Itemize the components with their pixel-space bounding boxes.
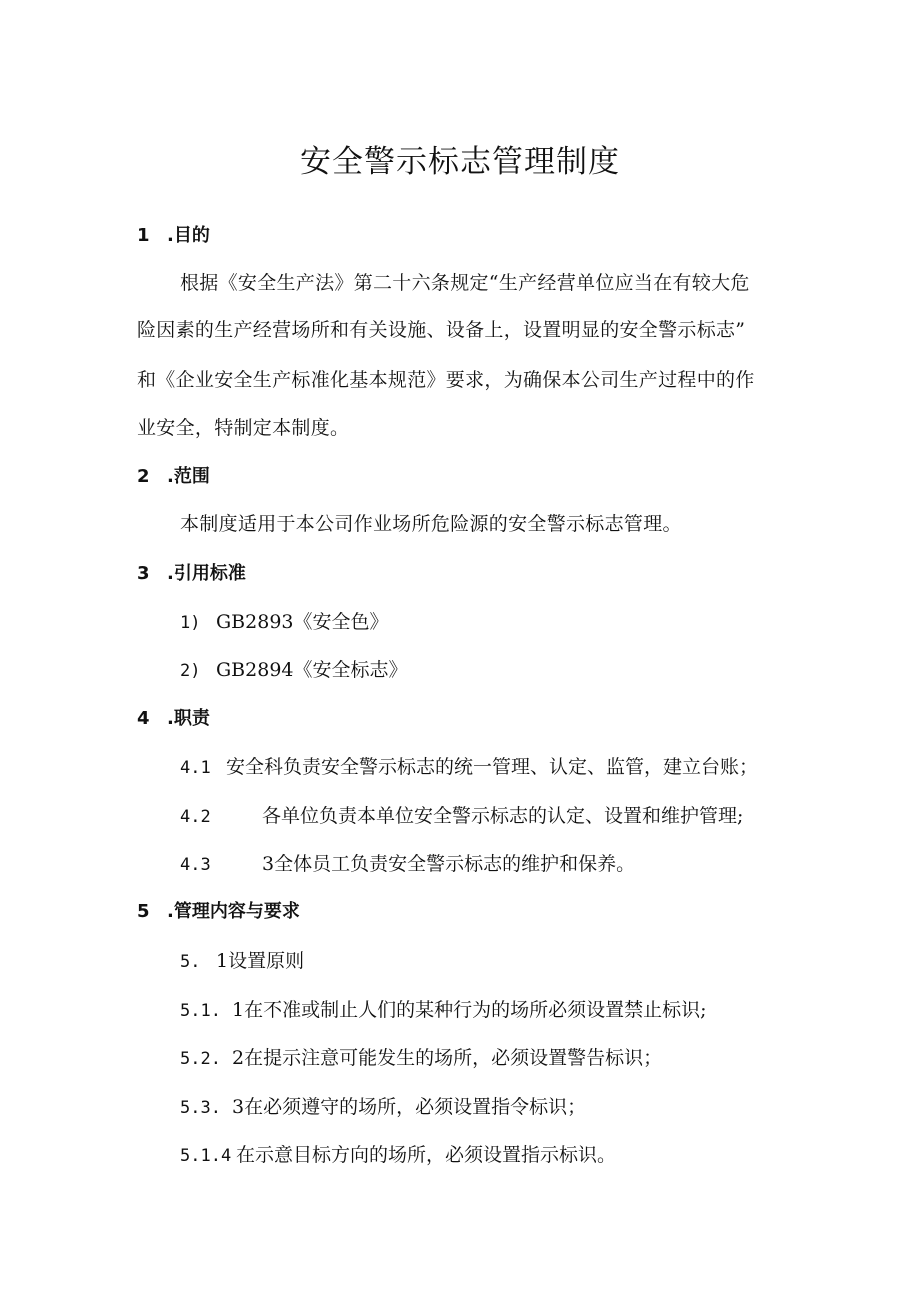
section-title: .范围 [167,466,210,487]
section-heading-1 [137,222,210,250]
section-number: 3 [137,563,150,584]
section-heading-4 [137,705,210,733]
list-item [180,1141,616,1170]
paragraph-line: 和《企业安全生产标准化基本规范》要求，为确保本公司生产过程中的作 [137,369,755,391]
section-title: .职责 [167,708,210,729]
section-title: .管理内容与要求 [167,901,300,922]
item-number: 5.1. [180,1001,221,1021]
item-text: 3在必须遵守的场所，必须设置指令标识； [232,1096,587,1118]
list-item [180,947,304,976]
item-number: 5.2. [180,1049,221,1069]
section-number: 5 [137,901,150,922]
paragraph-line: 险因素的生产经营场所和有关设施、设备上，设置明显的安全警示标志” [137,319,746,341]
item-text: 1设置原则 [216,950,305,972]
paragraph-line: 业安全，特制定本制度。 [137,417,350,439]
list-item [180,656,408,685]
list-item [180,802,743,831]
item-number: 5.1.4 [180,1146,232,1166]
item-number: 1) [180,613,201,633]
section-number: 2 [137,466,150,487]
item-number: 4.2 [180,807,211,827]
section-heading-3 [137,560,246,588]
section-heading-2 [137,463,210,491]
section-title: .目的 [167,225,210,246]
paragraph-line: 本制度适用于本公司作业场所危险源的安全警示标志管理。 [180,513,682,535]
item-text: 2在提示注意可能发生的场所，必须设置警告标识； [232,1047,663,1069]
section-heading-5 [137,898,300,926]
item-text: GB2893《安全色》 [216,611,389,633]
item-text: 在示意目标方向的场所，必须设置指示标识。 [236,1144,617,1166]
item-text: 安全科负责安全警示标志的统一管理、认定、监管，建立台账； [226,756,759,778]
document-title: 安全警示标志管理制度 [300,144,620,180]
item-text: 1在不准或制止人们的某种行为的场所必须设置禁止标识; [232,999,707,1021]
paragraph-line: 根据《安全生产法》第二十六条规定“生产经营单位应当在有较大危 [180,272,750,294]
item-number: 5.3. [180,1098,221,1118]
section-number: 1 [137,225,150,246]
section-number: 4 [137,708,150,729]
list-item [180,996,707,1025]
item-text: 3全体员工负责安全警示标志的维护和保养。 [262,853,636,875]
list-item [180,850,635,879]
list-item [180,1044,662,1073]
list-item [180,753,758,782]
list-item [180,1093,586,1122]
section-title: .引用标准 [167,563,246,584]
item-text: 各单位负责本单位安全警示标志的认定、设置和维护管理; [262,805,744,827]
item-number: 5. [180,952,201,972]
item-number: 4.3 [180,855,211,875]
item-number: 4.1 [180,758,211,778]
item-text: GB2894《安全标志》 [216,659,408,681]
list-item [180,608,389,637]
item-number: 2) [180,661,201,681]
